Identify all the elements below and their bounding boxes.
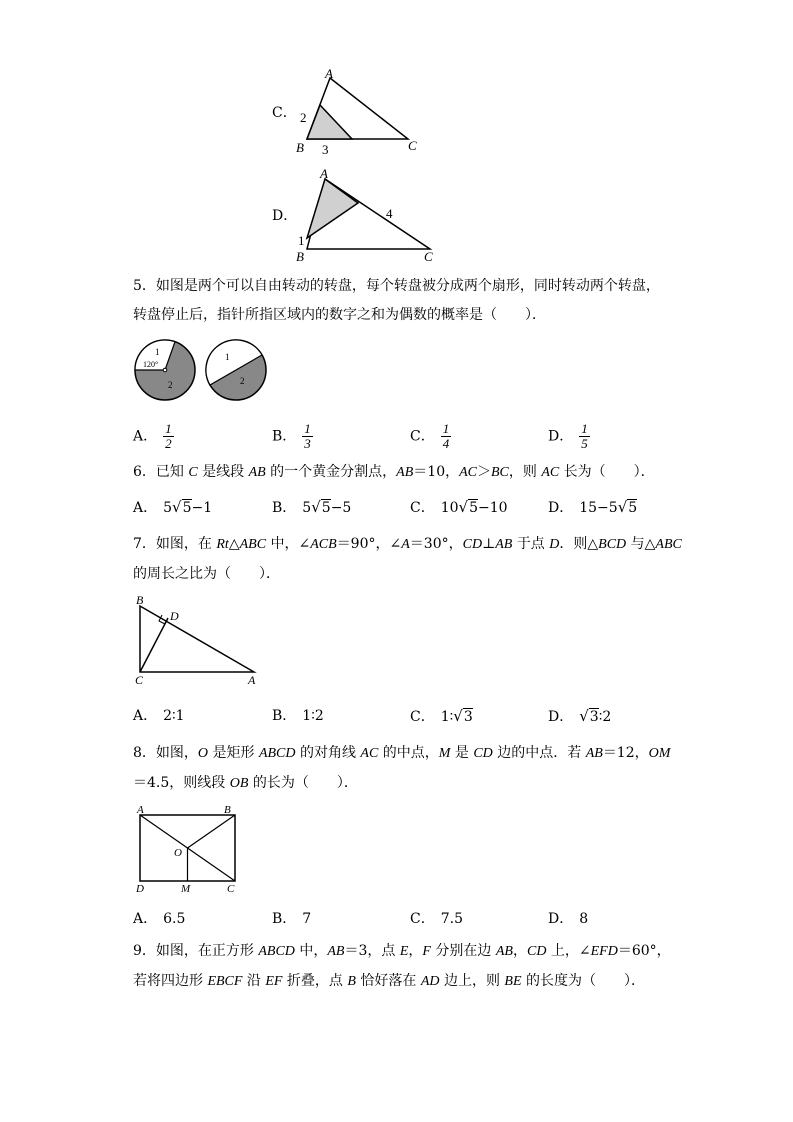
q5-option-b[interactable]: B． $\frac{1}{3}$ bbox=[272, 421, 311, 451]
label-2: 2 bbox=[300, 110, 307, 125]
shaded-triangle bbox=[307, 105, 352, 139]
q7-option-d[interactable]: D． √3∶2 bbox=[548, 707, 612, 725]
label-4: 4 bbox=[386, 206, 393, 221]
spinner-2-label-1: 1 bbox=[225, 352, 230, 362]
fraction: $\frac{1}{5}$ bbox=[581, 421, 588, 451]
label-a: A bbox=[320, 166, 328, 181]
label-c: C bbox=[135, 673, 144, 687]
label-c: C bbox=[408, 138, 417, 153]
spinner-1-pivot bbox=[163, 368, 167, 372]
fraction: $\frac{1}{4}$ bbox=[442, 421, 450, 451]
label-1: 1 bbox=[298, 233, 305, 248]
altitude-cd bbox=[140, 618, 168, 672]
label-d: D bbox=[170, 609, 179, 623]
q6-stem: 6．已知 C 是线段 AB 的一个黄金分割点，AB＝10，AC＞BC，则 AC 长为（ ）． bbox=[133, 464, 655, 480]
q5-spinners bbox=[132, 338, 272, 404]
q8-option-b[interactable]: B． 7 bbox=[272, 911, 312, 927]
q4-option-d-label: D． bbox=[272, 208, 298, 224]
label-b: B bbox=[136, 593, 144, 607]
q5-stem-line2: 转盘停止后，指针所指区域内的数字之和为偶数的概率是（ ）． bbox=[133, 307, 546, 323]
q7-stem-line2: 的周长之比为（ ）． bbox=[133, 566, 280, 582]
spinner-1-angle: 120° bbox=[143, 360, 159, 369]
q9-stem-line2: 若将四边形 EBCF 沿 EF 折叠，点 B 恰好落在 AD 边上，则 BE 的长度为（ ）． bbox=[133, 973, 645, 989]
q5-stem-line1: 5．如图是两个可以自由转动的转盘，每个转盘被分成两个扇形，同时转动两个转盘， bbox=[133, 278, 660, 294]
q7-option-c[interactable]: C． 1∶√3 bbox=[410, 707, 473, 725]
segment-ob bbox=[188, 815, 236, 848]
fraction: $\frac{1}{3}$ bbox=[304, 421, 311, 451]
q8-figure bbox=[132, 802, 242, 896]
label-a: A bbox=[325, 66, 333, 81]
label-a: A bbox=[248, 673, 256, 687]
q5-option-c[interactable]: C． $\frac{1}{4}$ bbox=[410, 421, 450, 451]
q5-option-a[interactable]: A． $\frac{1}{2}$ bbox=[133, 421, 172, 451]
q8-option-d[interactable]: D． 8 bbox=[548, 911, 589, 927]
q7-option-a[interactable]: A． 2∶1 bbox=[133, 708, 185, 724]
label-b: B bbox=[224, 804, 231, 816]
label-c: C bbox=[424, 249, 433, 264]
q4-figure-c bbox=[290, 64, 430, 158]
q8-stem-line2: ＝4.5，则线段 OB 的长为（ ）． bbox=[133, 775, 358, 791]
q6-option-c[interactable]: C． 10√5−10 bbox=[410, 498, 508, 516]
shaded-triangle bbox=[307, 179, 358, 238]
q8-stem-line1: 8．如图，O 是矩形 ABCD 的对角线 AC 的中点，M 是 CD 边的中点．若 AB＝12，OM bbox=[133, 745, 671, 761]
label-o: O bbox=[174, 847, 182, 859]
spinner-2-label-2: 2 bbox=[240, 376, 245, 386]
q7-figure bbox=[130, 592, 265, 690]
q7-stem-line1: 7．如图，在 Rt△ABC 中，∠ACB＝90°，∠A＝30°，CD⊥AB 于点 D．则△BCD 与△ABC bbox=[133, 536, 682, 552]
q4-figure-d bbox=[290, 165, 440, 265]
label-a: A bbox=[137, 804, 144, 816]
label-b: B bbox=[296, 249, 304, 264]
label-b: B bbox=[296, 140, 304, 155]
label-d: D bbox=[136, 883, 144, 895]
q6-option-a[interactable]: A． 5√5−1 bbox=[133, 498, 213, 516]
q8-option-c[interactable]: C． 7.5 bbox=[410, 911, 463, 927]
label-c: C bbox=[227, 883, 235, 895]
q8-option-a[interactable]: A． 6.5 bbox=[133, 911, 186, 927]
q7-option-b[interactable]: B． 1∶2 bbox=[272, 708, 324, 724]
q9-stem-line1: 9．如图，在正方形 ABCD 中，AB＝3，点 E，F 分别在边 AB，CD 上，∠EFD＝60°， bbox=[133, 943, 671, 959]
spinner-1-label-2: 2 bbox=[168, 380, 173, 390]
spinner-1-label-1: 1 bbox=[155, 347, 160, 357]
q4-option-c-label: C． bbox=[272, 105, 297, 121]
q6-option-b[interactable]: B． 5√5−5 bbox=[272, 498, 352, 516]
q5-option-d[interactable]: D． $\frac{1}{5}$ bbox=[548, 421, 588, 451]
q6-option-d[interactable]: D． 15−5√5 bbox=[548, 498, 638, 516]
label-3: 3 bbox=[322, 142, 329, 157]
fraction: $\frac{1}{2}$ bbox=[165, 421, 172, 451]
label-m: M bbox=[181, 883, 191, 895]
